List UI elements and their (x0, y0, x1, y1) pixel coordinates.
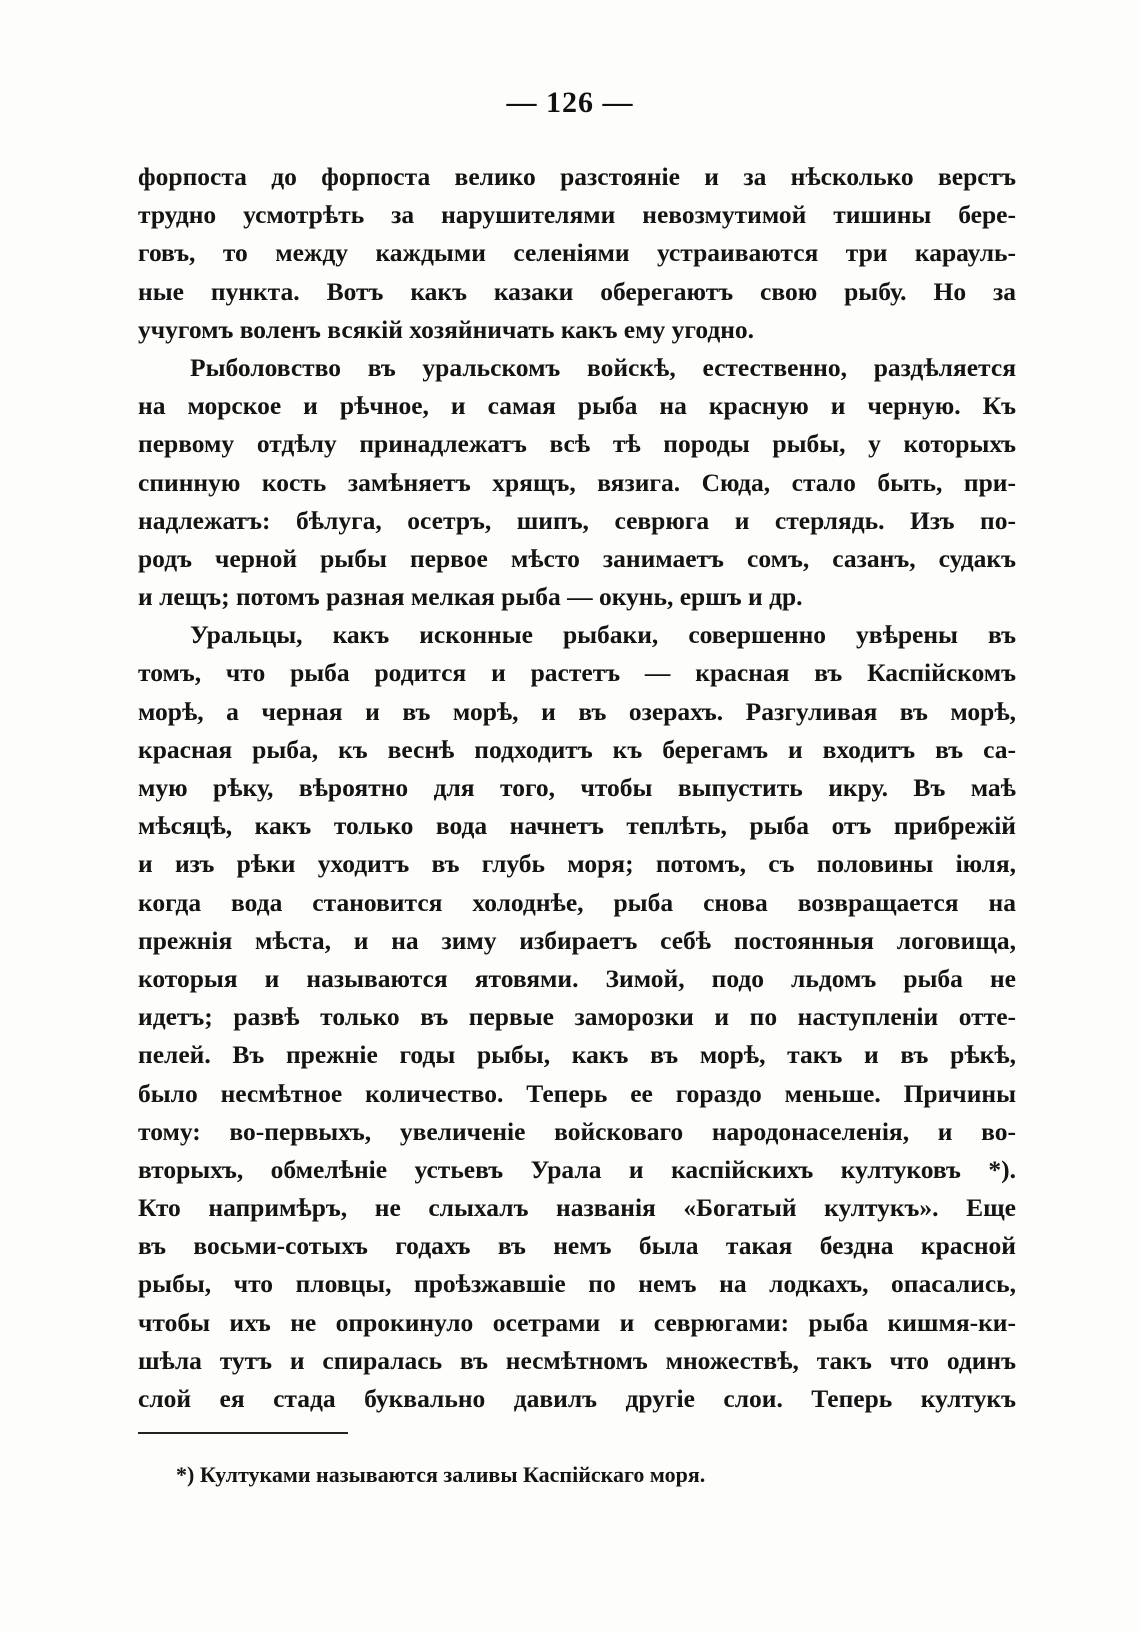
text-line: тому: во-первыхъ, увеличенiе войсковаго народонаселенiя, и во- (138, 1116, 1016, 1146)
text-line: форпоста до форпоста велико разстоянiе и за нѣсколько верстъ (138, 162, 1016, 191)
text-line: трудно усмотрѣть за нарушителями невозмутимой тишины бере- (138, 200, 1016, 230)
text-line: на морское и рѣчное, и самая рыба на красную и черную. Къ (138, 391, 1016, 421)
text-line: говъ, то между каждыми селенiями устраиваются три карауль- (138, 238, 1016, 268)
text-line: учугомъ воленъ всякiй хозяйничать какъ ему угодно. (138, 314, 755, 344)
text-line: Кто напримѣръ, не слыхалъ названiя «Богатый култукъ». Еще (138, 1193, 1016, 1223)
page-number: — 126 — (506, 86, 634, 119)
text-line: Уральцы, какъ исконные рыбаки, совершенно увѣрены въ (190, 620, 1016, 650)
text-line: чтобы ихъ не опрокинуло осетрами и севрюгами: рыба кишмя-ки- (138, 1307, 1016, 1337)
text-line: надлежатъ: бѣлуга, осетръ, шипъ, севрюга и стерлядь. Изъ по- (138, 505, 1016, 535)
text-line: Рыболовство въ уральскомъ войскѣ, естественно, раздѣляется (190, 352, 1016, 382)
text-line: пелей. Въ прежнiе годы рыбы, какъ въ морѣ, такъ и въ рѣкѣ, (138, 1040, 1016, 1070)
text-line: было несмѣтное количество. Теперь ее гораздо меньше. Причины (138, 1078, 1016, 1108)
text-line: идетъ; развѣ только въ первые заморозки и по наступленiи отте- (138, 1002, 1016, 1032)
text-line: родъ черной рыбы первое мѣсто занимаетъ сомъ, сазанъ, судакъ (138, 543, 1016, 573)
text-line: мѣсяцѣ, какъ только вода начнетъ теплѣть, рыба отъ прибрежiй (138, 811, 1016, 841)
text-line: морѣ, а черная и въ морѣ, и въ озерахъ. Разгуливая въ морѣ, (138, 696, 1016, 726)
text-line: томъ, что рыба родится и растетъ — красная въ Каспiйскомъ (138, 658, 1016, 688)
text-line: первому отдѣлу принадлежатъ всѣ тѣ породы рыбы, у которыхъ (138, 429, 1016, 459)
text-line: спинную кость замѣняетъ хрящъ, вязига. Сюда, стало быть, при- (138, 467, 1016, 497)
text-line: мую рѣку, вѣроятно для того, чтобы выпустить икру. Въ маѣ (138, 773, 1016, 802)
text-line: шѣла тутъ и спиралась въ несмѣтномъ множествѣ, такъ что одинъ (138, 1345, 1016, 1375)
text-line: слой ея стада буквально давилъ другiе слои. Теперь култукъ (138, 1384, 1016, 1413)
text-line: въ восьми-сотыхъ годахъ въ немъ была такая бездна красной (138, 1231, 1016, 1261)
text-line: и лещъ; потомъ разная мелкая рыба — окунь, ершъ и др. (138, 582, 803, 612)
text-line: вторыхъ, обмелѣнiе устьевъ Урала и каспiйскихъ култуковъ *). (138, 1154, 1016, 1184)
text-line: которыя и называются ятовями. Зимой, подо льдомъ рыба не (138, 963, 1016, 993)
text-line: рыбы, что пловцы, проѣзжавшiе по немъ на лодкахъ, опасались, (138, 1269, 1016, 1299)
footnote: *) Култуками называются заливы Каспiйскаго моря. (176, 1462, 706, 1487)
text-line: ные пункта. Вотъ какъ казаки оберегаютъ свою рыбу. Но за (138, 276, 1016, 306)
footnote-divider (138, 1432, 348, 1434)
text-line: прежнiя мѣста, и на зиму избираетъ себѣ постоянныя логовища, (138, 925, 1016, 955)
text-line: красная рыба, къ веснѣ подходитъ къ берегамъ и входитъ въ са- (138, 734, 1016, 764)
body-text (138, 158, 1016, 1418)
text-line: и изъ рѣки уходитъ въ глубь моря; потомъ, съ половины iюля, (138, 849, 1016, 879)
text-line: когда вода становится холоднѣе, рыба снова возвращается на (138, 887, 1016, 917)
